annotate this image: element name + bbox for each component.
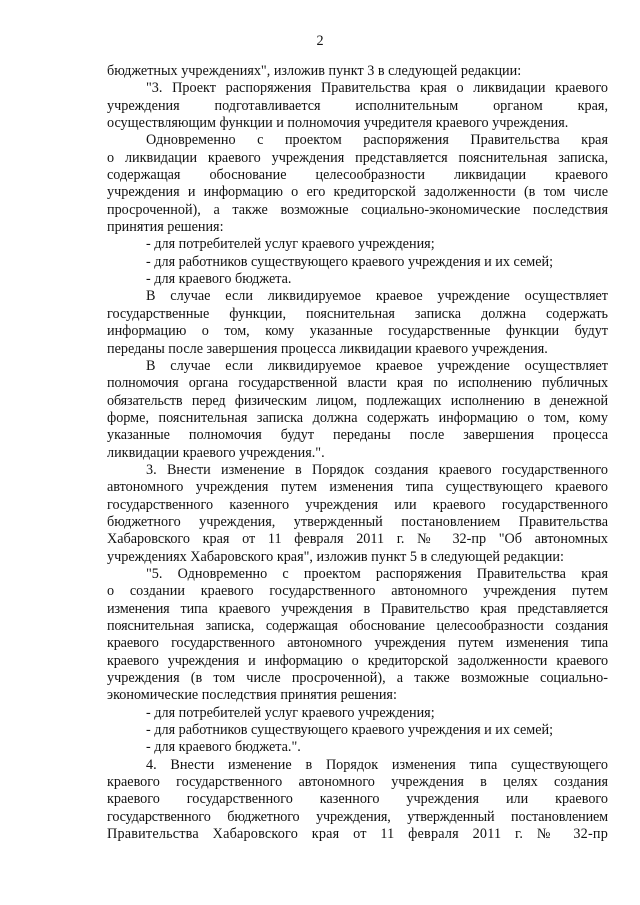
- text-line: учреждениях Хабаровского края", изложив пункт 5 в следующей редакции:: [107, 548, 564, 565]
- text-line: учреждения и информацию о его кредиторской задолженности (в том числе: [107, 184, 608, 201]
- list-item: - для потребителей услуг краевого учреждения;: [146, 236, 435, 253]
- text-line: В случае если ликвидируемое краевое учреждение осуществляет: [146, 357, 608, 374]
- text-line: 3. Внести изменение в Порядок создания краевого государственного: [146, 461, 608, 478]
- list-item: - для краевого бюджета.".: [146, 739, 301, 756]
- paragraph-explanatory-note: [107, 132, 608, 236]
- text-line: полномочия органа государственной власти края по исполнению публичных: [107, 375, 608, 392]
- page-number: 2: [316, 33, 324, 49]
- text-line: государственного казенного учреждения или краевого государственного: [107, 496, 608, 513]
- text-line: форме, пояснительная записка должна содержать информацию о том, кому: [107, 409, 608, 426]
- text-line: "5. Одновременно с проектом распоряжения Правительства края: [146, 565, 608, 582]
- text-line: бюджетного учреждения, утвержденный постановлением Правительства: [107, 513, 608, 530]
- text-line: осуществляющим функции и полномочия учредителя краевого учреждения.: [107, 115, 569, 132]
- text-line: о ликвидации краевого учреждения представляется пояснительная записка,: [107, 149, 608, 166]
- text-line: переданы после завершения процесса ликвидации краевого учреждения.: [107, 340, 548, 357]
- text-line: пояснительная записка, содержащая обоснование целесообразности создания: [107, 618, 608, 634]
- text-line: автономного учреждения путем изменения типа существующего краевого: [107, 479, 608, 496]
- paragraph-amendment-3: [107, 462, 608, 566]
- paragraph-item-5-quote: [107, 566, 608, 705]
- list-item: - для работников существующего краевого учреждения и их семей;: [146, 253, 554, 270]
- text-line: государственные функции, пояснительная записка должна содержать: [107, 305, 608, 322]
- text-line: учреждения (в том числе просроченной), а также возможные социально-: [107, 670, 608, 687]
- paragraph-state-functions: [107, 288, 608, 357]
- paragraph-item-3-quote: [107, 80, 608, 132]
- text-line: просроченной), а также возможные социально-экономические последствия: [107, 201, 608, 218]
- list-item: - для потребителей услуг краевого учреждения;: [146, 704, 435, 721]
- text-line: указанные полномочия будут переданы после завершения процесса: [107, 427, 608, 444]
- text-line: краевого учреждения и информацию о кредиторской задолженности краевого: [107, 652, 608, 669]
- text-line: бюджетных учреждениях", изложив пункт 3 в следующей редакции:: [107, 63, 522, 79]
- text-line: о создании краевого государственного автономного учреждения путем: [107, 583, 608, 600]
- text-line: Хабаровского края от 11 февраля 2011 г. № 32-пр "Об автономных: [107, 531, 608, 548]
- text-line: государственного бюджетного учреждения, утвержденный постановлением: [107, 808, 608, 825]
- text-line: В случае если ликвидируемое краевое учреждение осуществляет: [146, 288, 608, 305]
- text-line: принятия решения:: [107, 219, 224, 236]
- text-line: ликвидации краевого учреждения.".: [107, 444, 325, 461]
- text-line: содержащая обоснование целесообразности ликвидации краевого: [107, 167, 608, 184]
- paragraph-continuation: [107, 63, 608, 80]
- text-line: краевого государственного казенного учреждения или краевого: [107, 791, 608, 808]
- text-line: краевого государственного автономного учреждения в целях создания: [107, 774, 608, 791]
- text-line: "3. Проект распоряжения Правительства края о ликвидации краевого: [146, 80, 608, 97]
- document-body: [107, 63, 608, 843]
- text-line: краевого государственного автономного учреждения путем изменения типа: [107, 635, 608, 652]
- list-item: - для краевого бюджета.: [146, 271, 292, 288]
- list-item: - для работников существующего краевого учреждения и их семей;: [146, 722, 554, 739]
- text-line: Одновременно с проектом распоряжения Правительства края: [146, 132, 608, 149]
- text-line: 4. Внести изменение в Порядок изменения типа существующего: [146, 756, 608, 773]
- text-line: экономические последствия принятия решения:: [107, 687, 397, 704]
- text-line: обязательств перед физическим лицом, подлежащих исполнению в денежной: [107, 392, 608, 409]
- text-line: учреждения подготавливается исполнительным органом края,: [107, 97, 608, 114]
- paragraph-amendment-4: [107, 757, 608, 844]
- text-line: Правительства Хабаровского края от 11 февраля 2011 г. № 32-пр: [107, 826, 608, 843]
- text-line: информацию о том, кому указанные государственные функции будут: [107, 323, 608, 340]
- paragraph-public-obligations: [107, 358, 608, 462]
- text-line: изменения типа краевого учреждения в Правительство края представляется: [107, 600, 608, 617]
